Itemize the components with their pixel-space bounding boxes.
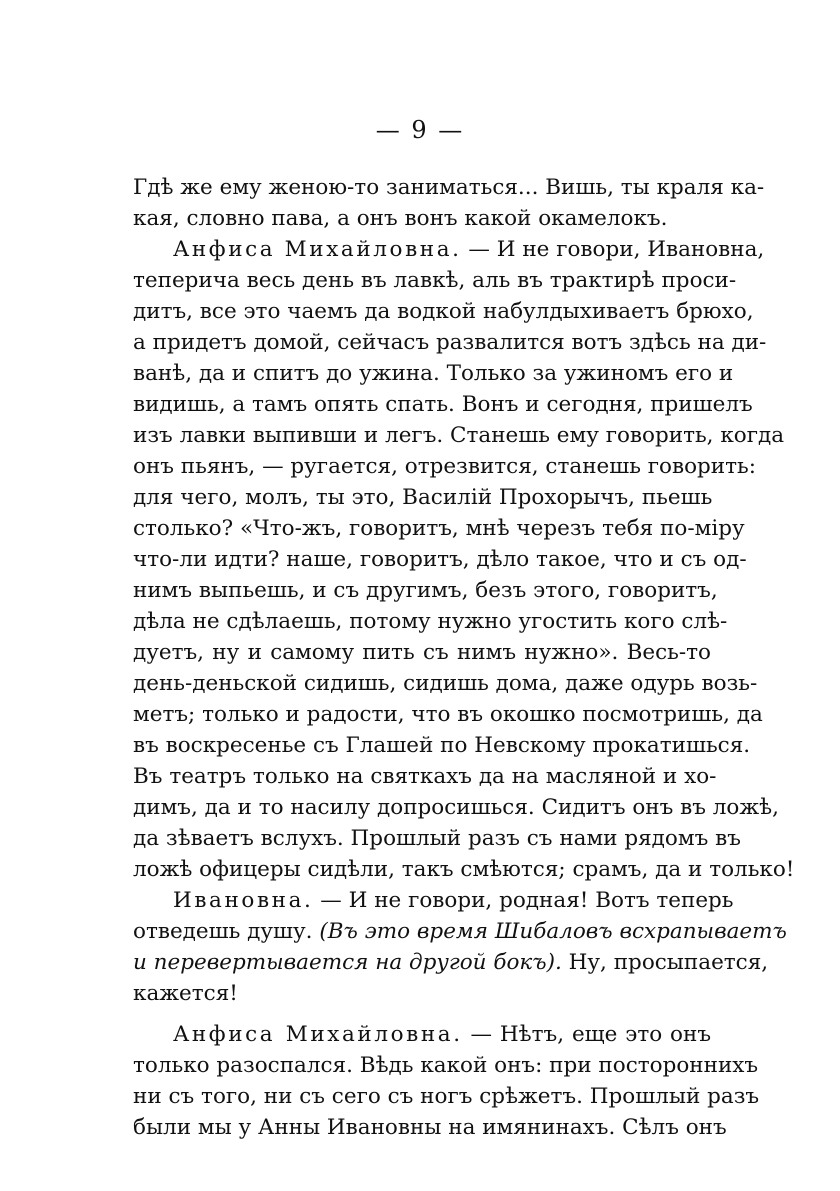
line-text: ни съ того, ни съ сего съ ногъ срѣжетъ. Прошлый разъ xyxy=(133,1084,760,1109)
line-text: были мы у Анны Ивановны на имянинахъ. Сѣлъ онъ xyxy=(133,1115,727,1140)
line-text: день-деньской сидишь, сидишь дома, даже одурь возь- xyxy=(133,671,758,696)
text-line xyxy=(133,792,779,823)
text-line xyxy=(133,327,767,358)
text-line xyxy=(133,885,734,916)
line-text: — И не говори, родная! Вотъ теперь xyxy=(313,888,734,913)
text-line xyxy=(133,513,745,544)
stage-direction: и перевертывается на другой бокъ). xyxy=(133,950,562,975)
text-line xyxy=(133,730,751,761)
line-text: да зѣваетъ вслухъ. Прошлый разъ съ нами рядомъ въ xyxy=(133,826,741,851)
line-text: Гдѣ же ему женою-то заниматься... Вишь, ты краля ка- xyxy=(133,175,765,200)
line-text: для чего, молъ, ты это, Василій Прохорычъ, пьешь xyxy=(133,485,713,510)
text-line xyxy=(133,761,717,792)
text-line xyxy=(133,1081,760,1112)
line-text: Ну, просыпается, xyxy=(561,950,769,975)
text-line xyxy=(133,265,737,296)
paragraph xyxy=(133,885,787,1009)
text-line xyxy=(133,203,711,234)
text-line xyxy=(133,358,734,389)
speaker-name: Анфиса Михайловна. xyxy=(173,1022,463,1047)
text-line xyxy=(133,854,795,885)
line-text: отведешь душу. xyxy=(133,919,320,944)
text-line xyxy=(133,482,711,513)
text-line xyxy=(133,1112,727,1143)
line-text: метъ; только и радости, что въ окошко посмотришь, да xyxy=(133,702,763,727)
text-line xyxy=(133,296,754,327)
text-line xyxy=(133,575,718,606)
stage-direction: (Въ это время Шибаловъ всхрапываетъ xyxy=(319,919,787,944)
line-text: въ воскресенье съ Глашей по Невскому прокатишься. xyxy=(133,733,751,758)
text-line xyxy=(133,668,758,699)
line-text: — Нѣтъ, еще это онъ xyxy=(462,1022,712,1047)
text-line xyxy=(133,916,787,947)
line-text: дитъ, все это чаемъ да водкой набулдыхиваетъ брюхо, xyxy=(133,299,754,324)
text-line xyxy=(133,1050,759,1081)
page-number: — 9 — xyxy=(375,116,465,144)
paragraph xyxy=(133,234,795,885)
text-line xyxy=(133,544,747,575)
line-text: ложѣ офицеры сидѣли, такъ смѣются; срамъ, да и только! xyxy=(133,857,795,882)
paragraph xyxy=(133,172,765,234)
line-text: Въ театръ только на святкахъ да на масляной и хо- xyxy=(133,764,717,789)
speaker-name: Ивановна. xyxy=(173,888,314,913)
text-line xyxy=(133,823,741,854)
line-text: а придетъ домой, сейчасъ развалится вотъ здѣсь на ди- xyxy=(133,330,767,355)
text-line xyxy=(133,699,763,730)
line-text: нимъ выпьешь, и съ другимъ, безъ этого, говоритъ, xyxy=(133,578,718,603)
paragraph xyxy=(133,1019,760,1143)
line-text: дѣла не сдѣлаешь, потому нужно угостить кого слѣ- xyxy=(133,609,728,634)
text-line xyxy=(133,637,711,668)
text-line xyxy=(133,420,785,451)
line-text: — И не говори, Ивановна, xyxy=(461,237,765,262)
text-line xyxy=(133,947,769,978)
line-text: теперича весь день въ лавкѣ, аль въ трактирѣ проси- xyxy=(133,268,737,293)
text-line xyxy=(133,172,765,203)
line-text: кая, словно пава, а онъ вонъ какой окамелокъ. xyxy=(133,206,668,231)
speaker-name: Анфиса Михайловна. xyxy=(173,237,462,262)
text-line xyxy=(133,606,728,637)
body-text xyxy=(133,172,795,1143)
text-line xyxy=(133,389,753,420)
line-text: столько? «Что-жъ, говоритъ, мнѣ черезъ тебя по-міру xyxy=(133,516,745,541)
text-line xyxy=(133,978,711,1009)
line-text: ванѣ, да и спитъ до ужина. Только за ужиномъ его и xyxy=(133,361,734,386)
line-text: изъ лавки выпивши и легъ. Станешь ему говорить, когда xyxy=(133,423,785,448)
line-text: только разоспался. Вѣдь какой онъ: при постороннихъ xyxy=(133,1053,759,1078)
line-text: кажется! xyxy=(133,981,238,1006)
line-text: димъ, да и то насилу допросишься. Сидитъ онъ въ ложѣ, xyxy=(133,795,779,820)
line-text: что-ли идти? наше, говоритъ, дѣло такое, что и съ од- xyxy=(133,547,747,572)
line-text: онъ пьянъ, — ругается, отрезвится, станешь говорить: xyxy=(133,454,756,479)
line-text: видишь, а тамъ опять спать. Вонъ и сегодня, пришелъ xyxy=(133,392,753,417)
text-line xyxy=(133,1019,711,1050)
text-line xyxy=(133,234,765,265)
text-line xyxy=(133,451,756,482)
line-text: дуетъ, ну и самому пить съ нимъ нужно». Весь-то xyxy=(133,640,711,665)
